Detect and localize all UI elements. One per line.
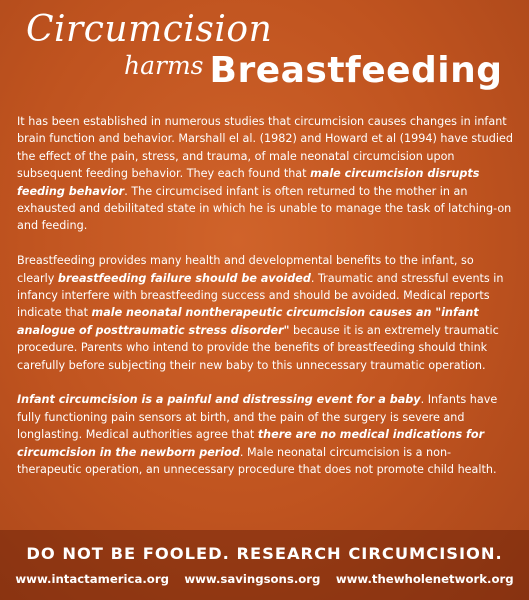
paragraph-2-text-2: . Traumatic and stressful events in infancy interfere with breastfeeding success and should be avoided. Medical reports indicate that	[17, 271, 504, 320]
paragraph-2-text-1: Breastfeeding provides many health and developmental benefits to the infant, so clearly	[17, 254, 474, 285]
title-breastfeeding: Breastfeeding	[209, 50, 503, 91]
paragraph-2	[17, 252, 513, 374]
paragraph-3	[17, 391, 513, 478]
footer-links	[0, 572, 529, 586]
paragraph-3-emphasis-2: there are no medical indications for circumcision in the newborn period	[17, 428, 485, 459]
body-text	[17, 113, 513, 496]
link-intactamerica[interactable]: www.intactamerica.org	[15, 572, 169, 586]
title-harms: harms	[124, 51, 204, 80]
slogan: DO NOT BE FOOLED. RESEARCH CIRCUMCISION.	[26, 544, 503, 563]
paragraph-3-emphasis-1: Infant circumcision is a painful and distressing event for a baby	[17, 393, 421, 407]
paragraph-1-text-1: It has been established in numerous studies that circumcision causes changes in infant brain function and behavior. Marshall el al. (1982) and Howard et al (1994) have studied the effect of the pain, stress, and trauma, of male neonatal circumcision upon subsequent feeding behavior. They each found that	[17, 115, 513, 181]
paragraph-2-text-3: because it is an extremely traumatic procedure. Parents who intend to provide the benefits of breastfeeding should think carefully before subjecting their new baby to this unnecessary traumatic operation.	[17, 323, 499, 372]
paragraph-1-emphasis-1: male circumcision disrupts feeding behavior	[17, 167, 480, 198]
title-circumcision: Circumcision	[26, 9, 273, 50]
paragraph-3-text-2: . Male neonatal circumcision is a non-therapeutic operation, an unnecessary procedure that does not promote child health.	[17, 445, 497, 477]
paragraph-1-text-2: . The circumcised infant is often returned to the mother in an exhausted and debilitated state in which he is unable to manage the task of latching-on and feeding.	[17, 184, 512, 233]
link-thewholenetwork[interactable]: www.thewholenetwork.org	[335, 572, 514, 586]
link-savingsons[interactable]: www.savingsons.org	[184, 572, 321, 586]
title-subline	[124, 50, 503, 91]
paragraph-3-text-1: . Infants have fully functioning pain sensors at birth, and the pain of the surgery is severe and longlasting. Medical authorities agree that	[17, 393, 498, 442]
paragraph-2-emphasis-1: breastfeeding failure should be avoided	[57, 271, 311, 285]
paragraph-1	[17, 113, 513, 235]
footer-band	[0, 530, 529, 600]
paragraph-2-emphasis-2: male neonatal nontherapeutic circumcision causes an "infant analogue of posttraumatic stress disorder"	[17, 306, 479, 337]
